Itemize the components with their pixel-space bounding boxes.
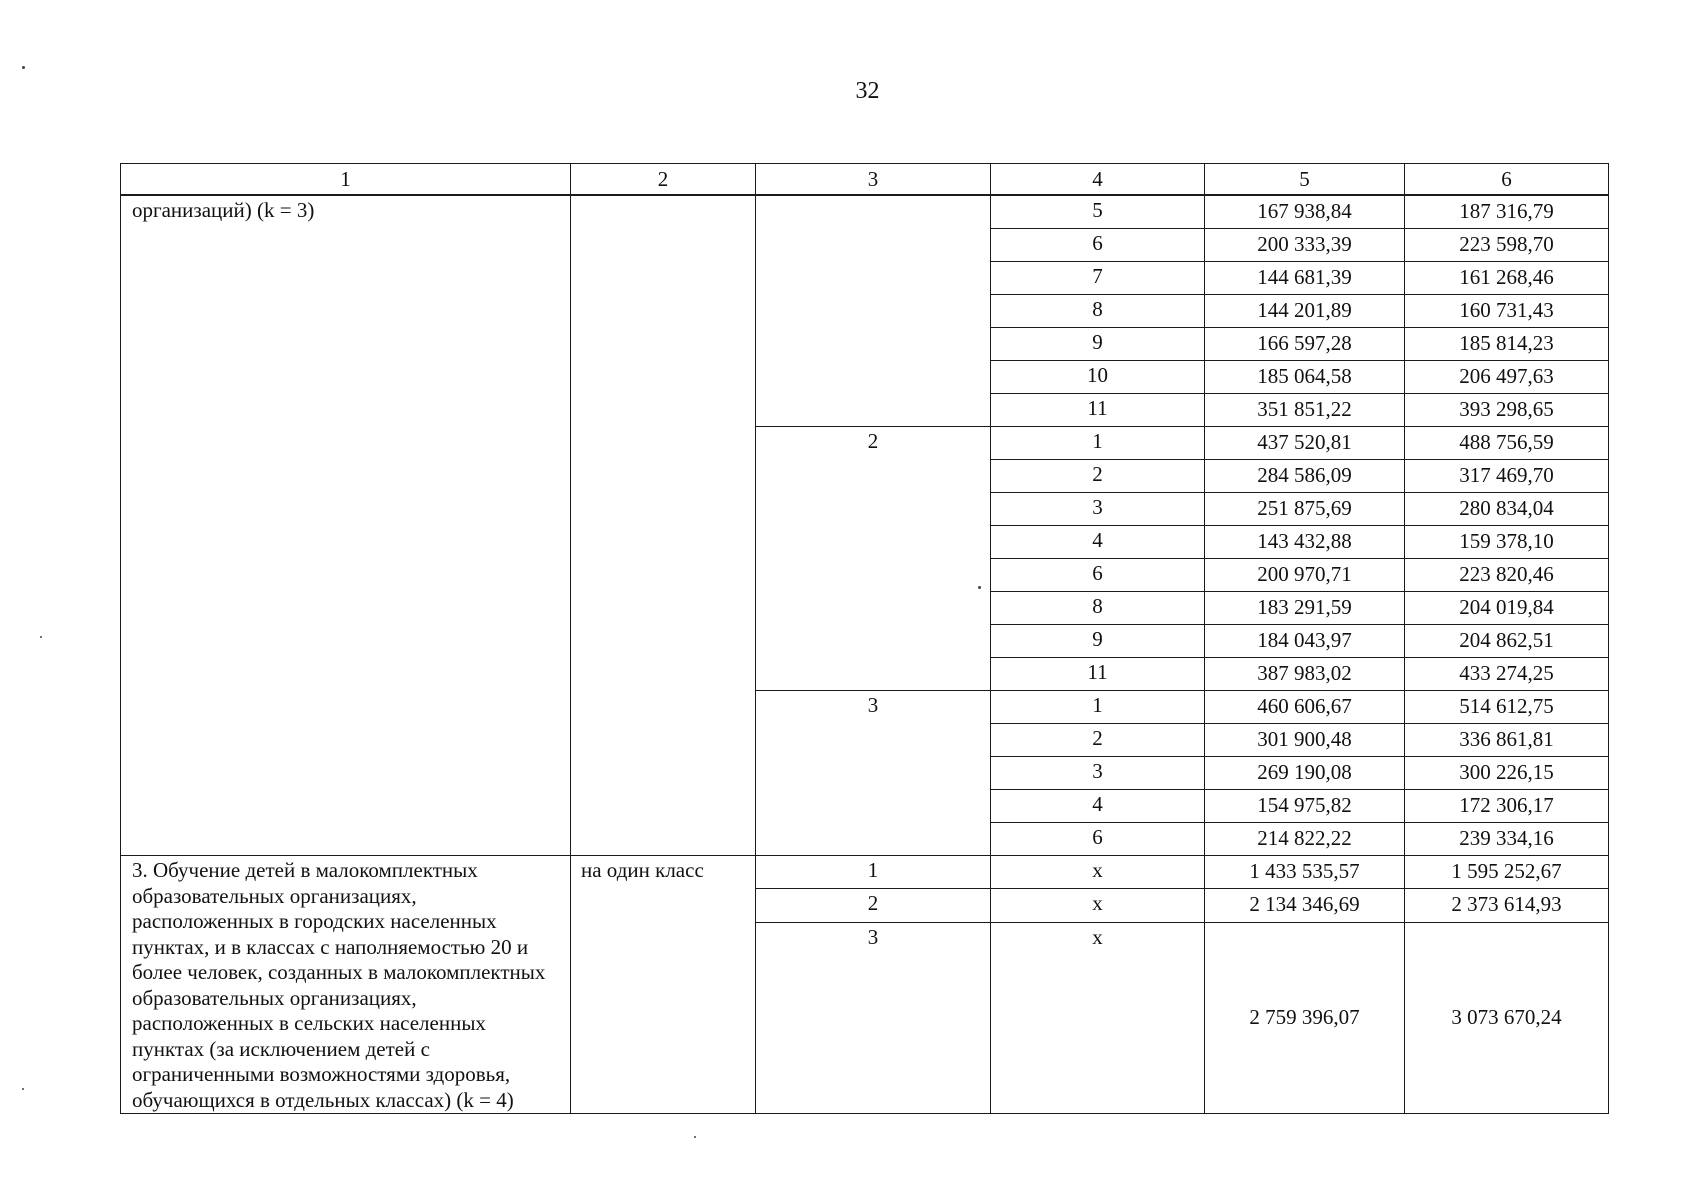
value-col5: 251 875,69 xyxy=(1205,493,1405,526)
value-col6: 433 274,25 xyxy=(1405,658,1609,691)
value-col5: 2 134 346,69 xyxy=(1205,889,1405,922)
class-number: 1 xyxy=(991,691,1205,724)
class-number: 1 xyxy=(991,427,1205,460)
value-col6: 204 019,84 xyxy=(1405,592,1609,625)
scan-speck xyxy=(22,1088,24,1090)
value-col6: 514 612,75 xyxy=(1405,691,1609,724)
class-number: 2 xyxy=(991,724,1205,757)
group-number: 2 xyxy=(756,889,991,922)
value-col5: 200 970,71 xyxy=(1205,559,1405,592)
header-cell: 5 xyxy=(1205,164,1405,196)
value-col6: 488 756,59 xyxy=(1405,427,1609,460)
header-cell: 2 xyxy=(571,164,756,196)
value-col6: 223 598,70 xyxy=(1405,229,1609,262)
value-col5: 200 333,39 xyxy=(1205,229,1405,262)
value-col6: 336 861,81 xyxy=(1405,724,1609,757)
value-col5: 2 759 396,07 xyxy=(1205,922,1405,1114)
group-number: 3 xyxy=(756,691,991,856)
value-col6: 185 814,23 xyxy=(1405,328,1609,361)
unit-cell-empty xyxy=(571,195,756,856)
class-number: 2 xyxy=(991,460,1205,493)
class-number: 10 xyxy=(991,361,1205,394)
value-col5: 167 938,84 xyxy=(1205,195,1405,229)
scan-speck xyxy=(978,586,981,589)
group-number: 3 xyxy=(756,922,991,1114)
scan-speck xyxy=(22,66,25,69)
value-col6: 204 862,51 xyxy=(1405,625,1609,658)
header-cell: 4 xyxy=(991,164,1205,196)
class-number: 9 xyxy=(991,328,1205,361)
value-col5: 166 597,28 xyxy=(1205,328,1405,361)
value-col6: 239 334,16 xyxy=(1405,823,1609,856)
group-number: 1 xyxy=(756,856,991,889)
class-number: 6 xyxy=(991,823,1205,856)
header-cell: 6 xyxy=(1405,164,1609,196)
page-number: 32 xyxy=(855,78,880,104)
value-col5: 387 983,02 xyxy=(1205,658,1405,691)
section-3-title: 3. Обучение детей в малокомплектных образовательных организациях, расположенных в городских населенных пунктах, и в классах с наполняемостью 20 и более человек, созданных в малокомплектных образовательных организациях, расположенных в сельских населенных пунктах (за исключением детей с ограниченными возможностями здоровья, обучающихся в отдельных классах) (k = 4) xyxy=(121,856,571,1114)
value-col5: 154 975,82 xyxy=(1205,790,1405,823)
value-col6: 223 820,46 xyxy=(1405,559,1609,592)
table-row xyxy=(121,856,1609,889)
value-col5: 269 190,08 xyxy=(1205,757,1405,790)
value-col6: 159 378,10 xyxy=(1405,526,1609,559)
class-number: 11 xyxy=(991,658,1205,691)
class-number: 7 xyxy=(991,262,1205,295)
value-col5: 284 586,09 xyxy=(1205,460,1405,493)
header-cell: 3 xyxy=(756,164,991,196)
unit-label: на один класс xyxy=(571,856,756,1114)
group-number xyxy=(756,195,991,427)
class-number: 6 xyxy=(991,559,1205,592)
class-number: 4 xyxy=(991,526,1205,559)
value-col6: 172 306,17 xyxy=(1405,790,1609,823)
class-number: x xyxy=(991,922,1205,1114)
class-number: 5 xyxy=(991,195,1205,229)
class-number: x xyxy=(991,856,1205,889)
value-col6: 3 073 670,24 xyxy=(1405,922,1609,1114)
value-col5: 185 064,58 xyxy=(1205,361,1405,394)
continued-category-label: организаций) (k = 3) xyxy=(121,195,571,856)
value-col6: 160 731,43 xyxy=(1405,295,1609,328)
value-col6: 161 268,46 xyxy=(1405,262,1609,295)
value-col6: 317 469,70 xyxy=(1405,460,1609,493)
class-number: 9 xyxy=(991,625,1205,658)
value-col5: 183 291,59 xyxy=(1205,592,1405,625)
header-row xyxy=(121,164,1609,196)
value-col5: 301 900,48 xyxy=(1205,724,1405,757)
value-col5: 1 433 535,57 xyxy=(1205,856,1405,889)
value-col5: 214 822,22 xyxy=(1205,823,1405,856)
header-cell: 1 xyxy=(121,164,571,196)
class-number: 3 xyxy=(991,493,1205,526)
table-row xyxy=(121,195,1609,229)
value-col5: 460 606,67 xyxy=(1205,691,1405,724)
class-number: 4 xyxy=(991,790,1205,823)
class-number: 8 xyxy=(991,295,1205,328)
class-number: 8 xyxy=(991,592,1205,625)
value-col6: 300 226,15 xyxy=(1405,757,1609,790)
value-col5: 184 043,97 xyxy=(1205,625,1405,658)
class-number: x xyxy=(991,889,1205,922)
scan-speck xyxy=(694,1136,696,1138)
group-number: 2 xyxy=(756,427,991,691)
value-col6: 280 834,04 xyxy=(1405,493,1609,526)
value-col5: 144 201,89 xyxy=(1205,295,1405,328)
value-col5: 144 681,39 xyxy=(1205,262,1405,295)
class-number: 11 xyxy=(991,394,1205,427)
value-col6: 1 595 252,67 xyxy=(1405,856,1609,889)
value-col6: 393 298,65 xyxy=(1405,394,1609,427)
value-col5: 351 851,22 xyxy=(1205,394,1405,427)
value-col5: 437 520,81 xyxy=(1205,427,1405,460)
value-col5: 143 432,88 xyxy=(1205,526,1405,559)
value-col6: 187 316,79 xyxy=(1405,195,1609,229)
scan-speck xyxy=(40,636,42,638)
tariff-table xyxy=(120,163,1609,1114)
class-number: 6 xyxy=(991,229,1205,262)
value-col6: 206 497,63 xyxy=(1405,361,1609,394)
class-number: 3 xyxy=(991,757,1205,790)
value-col6: 2 373 614,93 xyxy=(1405,889,1609,922)
